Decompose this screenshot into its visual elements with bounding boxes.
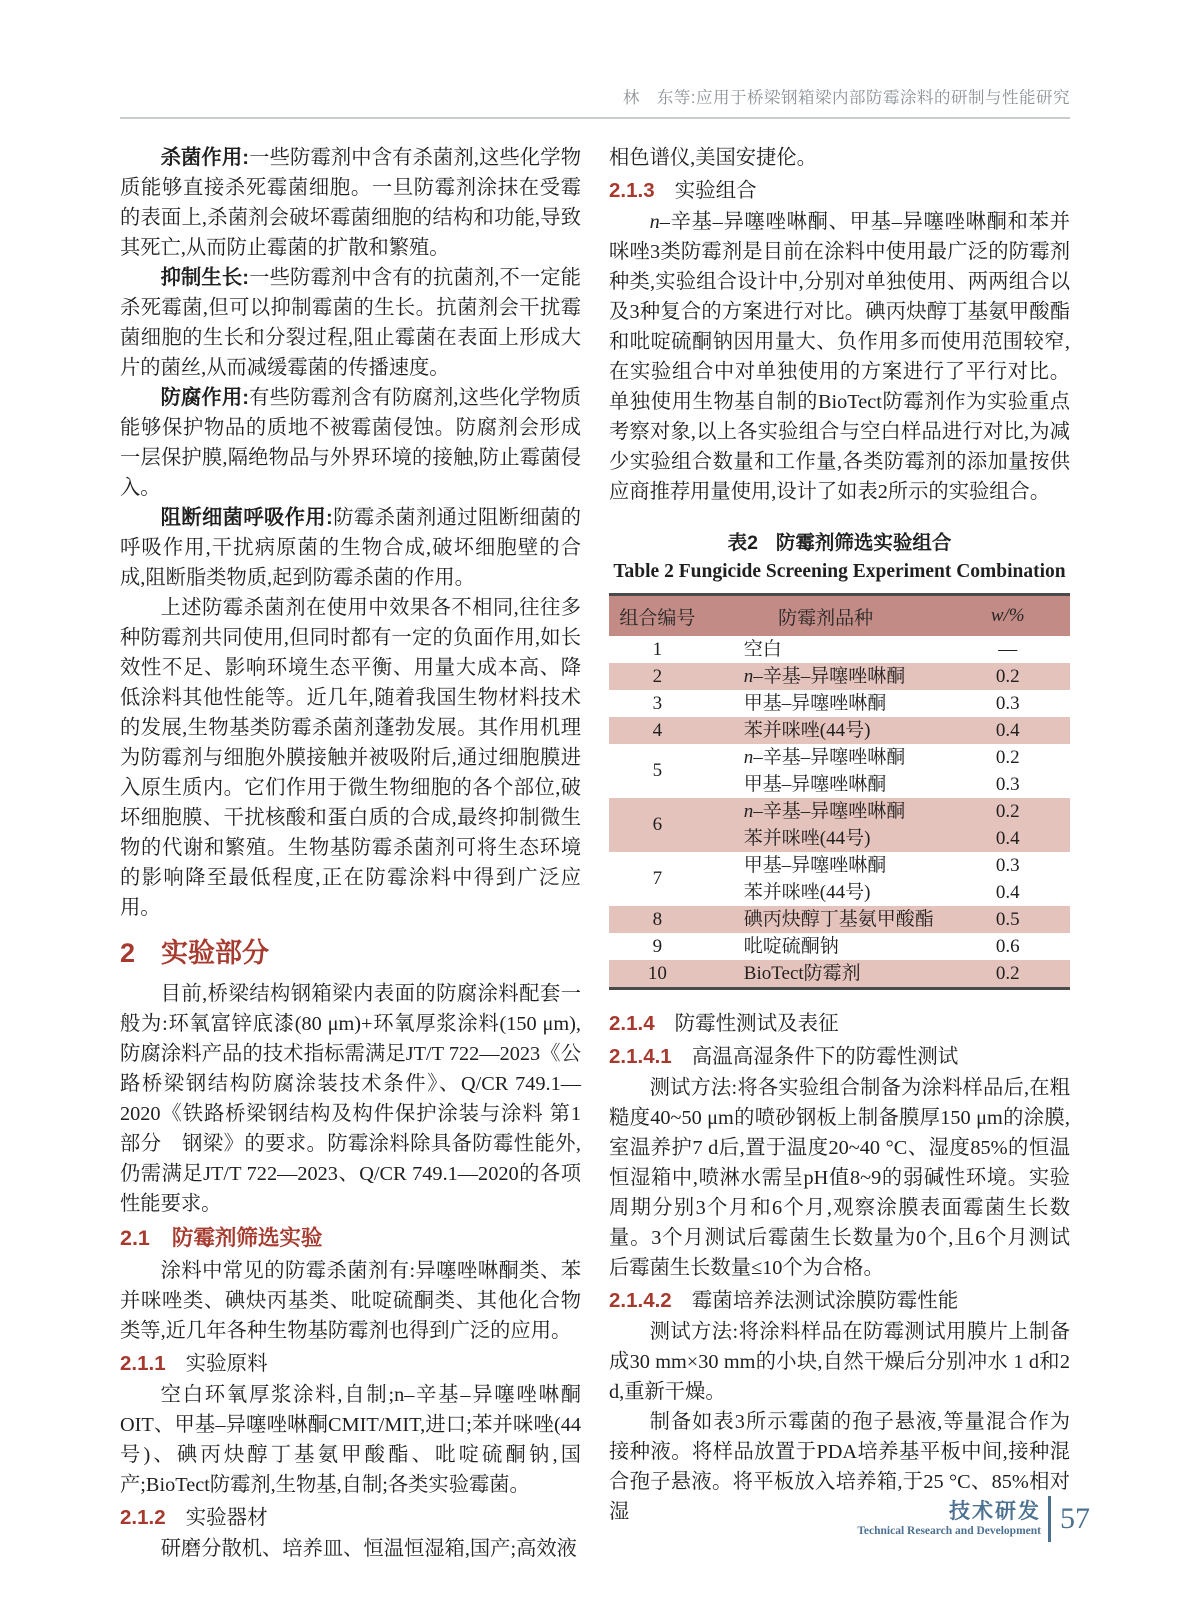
section-title: 防霉剂筛选实验 [171, 1226, 323, 1250]
section-title: 高温高湿条件下的防霉性测试 [691, 1045, 959, 1068]
cell-w: 0.6 [995, 936, 1020, 957]
paragraph-lead: 阻断细菌呼吸作用: [160, 507, 333, 529]
cell-no: 9 [652, 935, 663, 957]
cell-w: 0.3 [995, 693, 1020, 714]
paragraph-lead: 杀菌作用: [160, 147, 250, 169]
cell-w: 0.2 [995, 666, 1020, 687]
cell-no: 5 [652, 760, 663, 781]
table-caption [609, 529, 1070, 587]
cell-w: 0.2 [995, 747, 1020, 768]
page-body [0, 119, 1187, 1564]
section-heading-2-1-2 [120, 1502, 581, 1533]
table-caption-en: Table 2 Fungicide Screening Experiment Combination [613, 561, 1066, 582]
cell-w: 0.3 [995, 855, 1020, 876]
paragraph [609, 207, 1070, 507]
paragraph-text: –辛基–异噻唑啉酮、甲基–异噻唑啉酮和苯并咪唑3类防霉剂是目前在涂料中使用最广泛的防霉剂种类,实验组合设计中,分别对单独使用、两两组合以及3种复合的方案进行对比。碘丙炔醇丁基氨甲酸酯和吡啶硫酮钠因用量大、负作用多而使用范围较窄,在实验组合中对单独使用的方案进行了平行对比。单独使用生物基自制的BioTect防霉剂作为实验重点考察对象,以上各实验组合与空白样品进行对比,为减少实验组合数量和工作量,各类防霉剂的添加量按供应商推荐用量使用,设计了如表2所示的实验组合。 [609, 211, 1070, 503]
table-row [609, 690, 1070, 717]
cell-agent: 甲基–异噻唑啉酮 [743, 855, 887, 876]
cell-w: 0.2 [995, 963, 1020, 984]
paragraph-text: 一些防霉剂中含有杀菌剂,这些化学物质能够直接杀死霉菌细胞。一旦防霉剂涂抹在受霉的表面上,杀菌剂会破坏霉菌细胞的结构和功能,导致其死亡,从而防止霉菌的扩散和繁殖。 [120, 147, 581, 259]
cell-w: 0.4 [995, 828, 1020, 849]
cell-agent: 空白 [743, 639, 782, 660]
table-row [609, 906, 1070, 933]
cell-agent: n–辛基–异噻唑啉酮 [743, 801, 906, 822]
cell-agent: 甲基–异噻唑啉酮 [743, 693, 887, 714]
cell-no: 8 [652, 908, 663, 930]
paragraph [120, 383, 581, 503]
paragraph-lead: 抑制生长: [160, 267, 250, 289]
cell-no: 3 [652, 692, 663, 714]
section-title: 霉菌培养法测试涂膜防霉性能 [691, 1289, 959, 1312]
cell-agent: n–辛基–异噻唑啉酮 [743, 747, 906, 768]
cell-no: 4 [652, 719, 663, 741]
cell-w: — [998, 639, 1018, 660]
paragraph [120, 143, 581, 263]
cell-agent: 甲基–异噻唑啉酮 [743, 774, 887, 795]
cell-agent: n–辛基–异噻唑啉酮 [743, 666, 906, 687]
column-header-w: w/% [990, 605, 1025, 626]
section-title: 实验部分 [161, 938, 270, 968]
paragraph-lead: 防腐作用: [160, 387, 250, 409]
section-heading-2-1-3 [609, 175, 1070, 206]
paragraph: 制备如表3所示霉菌的孢子悬液,等量混合作为接种液。将样品放置于PDA培养基平板中间,接种混合孢子悬液。将平板放入培养箱,于25 °C、85%相对湿 [609, 1411, 1070, 1523]
section-title: 实验器材 [185, 1506, 268, 1529]
column-header-no: 组合编号 [619, 607, 696, 629]
cell-no: 10 [647, 962, 667, 984]
footer-section-en: Technical Research and Development [857, 1524, 1041, 1537]
table-row [609, 852, 1070, 906]
cell-agent: 苯并咪唑(44号) [743, 720, 871, 741]
paragraph-text: 一些防霉剂中含有的抗菌剂,不一定能杀死霉菌,但可以抑制霉菌的生长。抗菌剂会干扰霉菌细胞的生长和分裂过程,阻止霉菌在表面上形成大片的菌丝,从而减缓霉菌的传播速度。 [120, 267, 581, 379]
paragraph: 测试方法:将各实验组合制备为涂料样品后,在粗糙度40~50 μm的喷砂钢板上制备膜厚150 μm的涂膜,室温养护7 d后,置于温度20~40 °C、湿度85%的恒温恒湿箱中,喷淋水需呈pH值8~9的弱碱性环境。实验周期分别3个月和6个月,观察涂膜表面霉菌生长数量。3个月测试后霉菌生长数量为0个,且6个月测试后霉菌生长数量≤10个为合格。 [609, 1077, 1070, 1279]
cell-no: 7 [652, 868, 663, 889]
section-title: 实验组合 [674, 179, 757, 202]
section-heading-2-1 [120, 1223, 581, 1254]
cell-no: 2 [652, 665, 663, 687]
cell-w: 0.4 [995, 882, 1020, 903]
section-heading-2-1-4-1 [609, 1041, 1070, 1072]
paragraph: 目前,桥梁结构钢箱梁内表面的防腐涂料配套一般为:环氧富锌底漆(80 μm)+环氧厚浆涂料(150 μm),防腐涂料产品的技术指标需满足JT/T 722—2023《公路桥梁钢结构防腐涂装技术条件》、Q/CR 749.1—2020《铁路桥梁钢结构及构件保护涂装与涂料 第1部分 钢梁》的要求。防霉涂料除具备防霉性能外,仍需满足JT/T 722—2023、Q/CR 749.1—2020的各项性能要求。 [120, 983, 581, 1215]
table-header-row [609, 596, 1070, 636]
cell-no: 6 [652, 814, 663, 835]
cell-w: 0.4 [995, 720, 1020, 741]
table-caption-title: 防霉剂筛选实验组合 [775, 532, 952, 554]
page-number: 57 [1060, 1502, 1090, 1535]
section-number: 2.1.1 [120, 1352, 166, 1375]
paragraph: 涂料中常见的防霉杀菌剂有:异噻唑啉酮类、苯并咪唑类、碘炔丙基类、吡啶硫酮类、其他化合物类等,近几年各种生物基防霉剂也得到广泛的应用。 [120, 1260, 581, 1342]
table-row [609, 636, 1070, 663]
fungicide-table [609, 593, 1070, 990]
page-footer [857, 1496, 1090, 1542]
section-number: 2.1.3 [609, 179, 655, 202]
paragraph: 相色谱仪,美国安捷伦。 [609, 147, 817, 169]
paragraph [120, 263, 581, 383]
section-heading-2-1-4-2 [609, 1285, 1070, 1316]
section-number: 2.1.4 [609, 1012, 655, 1035]
section-title: 实验原料 [185, 1352, 268, 1375]
paragraph: 研磨分散机、培养皿、恒温恒湿箱,国产;高效液 [160, 1538, 577, 1560]
section-heading-2-1-4 [609, 1008, 1070, 1039]
left-column [120, 143, 581, 1564]
section-heading-2-1-1 [120, 1348, 581, 1379]
cell-agent: 苯并咪唑(44号) [743, 882, 871, 903]
paragraph: 上述防霉杀菌剂在使用中效果各不相同,往往多种防霉剂共同使用,但同时都有一定的负面作用,如长效性不足、影响环境生态平衡、用量大成本高、降低涂料其他性能等。近几年,随着我国生物材料技术的发展,生物基类防霉杀菌剂蓬勃发展。其作用机理为防霉剂与细胞外膜接触并被吸附后,通过细胞膜进入原生质内。它们作用于微生物细胞的各个部位,破坏细胞膜、干扰核酸和蛋白质的合成,最终抑制微生物的代谢和繁殖。生物基防霉杀菌剂可将生态环境的影响降至最低程度,正在防霉涂料中得到广泛应用。 [120, 597, 581, 919]
running-title: 林 东等:应用于桥梁钢箱梁内部防霉涂料的研制与性能研究 [622, 89, 1070, 107]
table-row [609, 663, 1070, 690]
table-row [609, 960, 1070, 987]
section-number: 2.1.4.2 [609, 1289, 672, 1312]
section-number: 2.1.4.1 [609, 1045, 672, 1068]
footer-section-labels [857, 1500, 1041, 1539]
table-caption-label: 表2 [727, 532, 758, 554]
cell-agent: 碘丙炔醇丁基氨甲酸酯 [743, 909, 934, 930]
table-row [609, 933, 1070, 960]
cell-w: 0.3 [995, 774, 1020, 795]
table-caption-cn [609, 529, 1070, 557]
paragraph: 测试方法:将涂料样品在防霉测试用膜片上制备成30 mm×30 mm的小块,自然干燥后分别冲水 1 d和2 d,重新干燥。 [609, 1321, 1070, 1403]
section-number: 2 [120, 938, 136, 968]
cell-w: 0.2 [995, 801, 1020, 822]
table-row [609, 798, 1070, 852]
section-number: 2.1 [120, 1226, 150, 1250]
cell-w: 0.5 [995, 909, 1020, 930]
cell-agent: 吡啶硫酮钠 [743, 936, 839, 957]
section-number: 2.1.2 [120, 1506, 166, 1529]
paragraph: 空白环氧厚浆涂料,自制;n–辛基–异噻唑啉酮OIT、甲基–异噻唑啉酮CMIT/MIT,进口;苯并咪唑(44号)、碘丙炔醇丁基氨甲酸酯、吡啶硫酮钠,国产;BioTect防霉剂,生物基,自制;各类实验霉菌。 [120, 1384, 581, 1496]
paragraph [120, 503, 581, 593]
footer-section-cn: 技术研发 [949, 1499, 1041, 1523]
column-header-agent: 防霉剂品种 [778, 607, 874, 629]
cell-agent: 苯并咪唑(44号) [743, 828, 871, 849]
table-row [609, 744, 1070, 798]
paragraph-italic-lead: n [649, 211, 660, 233]
cell-no: 1 [652, 638, 663, 660]
table-2-block [609, 529, 1070, 990]
paragraph-text: 防霉杀菌剂通过阻断细菌的呼吸作用,干扰病原菌的生物合成,破坏细胞壁的合成,阻断脂类物质,起到防霉杀菌的作用。 [120, 507, 581, 589]
cell-agent: BioTect防霉剂 [743, 963, 861, 984]
paragraph-text: 有些防霉剂含有防腐剂,这些化学物质能够保护物品的质地不被霉菌侵蚀。防腐剂会形成一层保护膜,隔绝物品与外界环境的接触,防止霉菌侵入。 [120, 387, 581, 499]
section-heading-2 [120, 937, 581, 969]
running-head [0, 0, 1187, 119]
footer-divider [1048, 1496, 1051, 1542]
right-column [609, 143, 1070, 1564]
table-row [609, 717, 1070, 744]
section-title: 防霉性测试及表征 [674, 1012, 839, 1035]
